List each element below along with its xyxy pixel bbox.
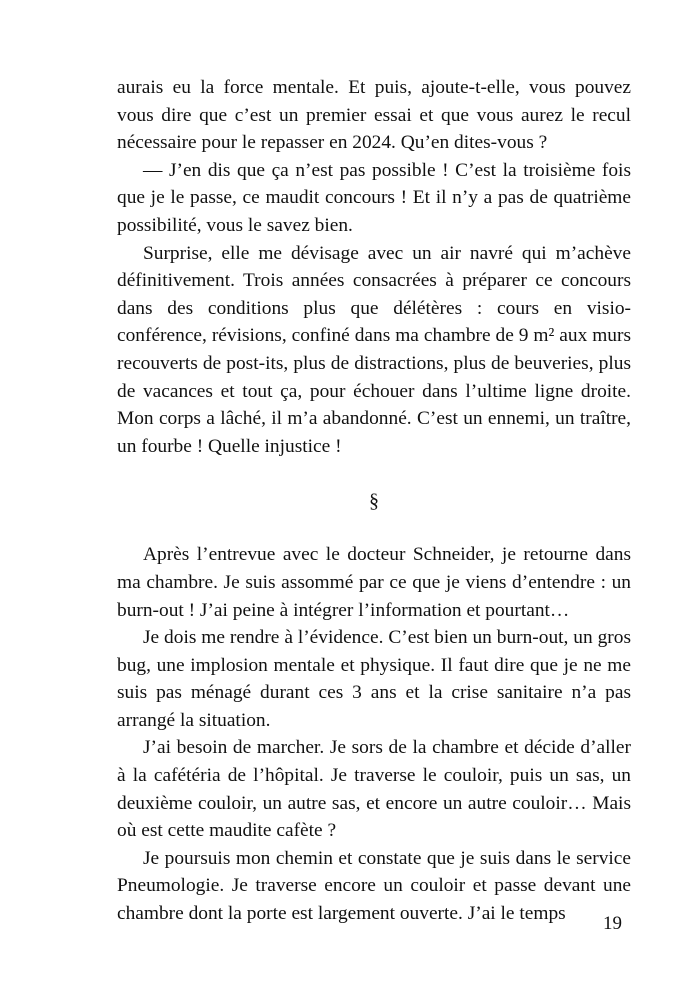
paragraph: Je dois me rendre à l’évidence. C’est bien un burn-out, un gros bug, une implosion mentale et physique. Il faut dire que je ne me suis pas ménagé durant ces 3 ans et la crise sanitaire n’a pas arrangé la situation.	[117, 627, 631, 731]
page-body	[117, 74, 631, 928]
paragraph: J’ai besoin de marcher. Je sors de la chambre et décide d’aller à la cafétéria de l’hôpital. Je traverse le couloir, puis un sas, un deuxième couloir, un autre sas, et encore un autre couloir… Mais où est cette maudite cafète ?	[117, 737, 631, 842]
paragraph: aurais eu la force mentale. Et puis, ajoute-t-elle, vous pouvez vous dire que c’est un premier essai et que vous aurez le recul nécessaire pour le repasser en 2024. Qu’en dites-vous ?	[117, 77, 631, 154]
paragraph: Je poursuis mon chemin et constate que je suis dans le service Pneumologie. Je traverse encore un couloir et passe devant une chambre dont la porte est largement ouverte. J’ai le temps	[117, 847, 631, 925]
paragraph: Après l’entrevue avec le docteur Schneider, je retourne dans ma chambre. Je suis assommé par ce que je viens d’entendre : un burn-out ! J’ai peine à intégrer l’information et pourtant…	[117, 544, 631, 621]
paragraph: — J’en dis que ça n’est pas possible ! C’est la troisième fois que je le passe, ce maudit concours ! Et il n’y a pas de quatrième possibilité, vous le savez bien.	[117, 159, 631, 236]
page-number: 19	[603, 913, 622, 934]
paragraph: Surprise, elle me dévisage avec un air navré qui m’achève définitivement. Trois années consacrées à préparer ce concours dans des conditions plus que délétères : cours en visio-conférence, révisions, confiné dans ma chambre de 9 m² aux murs recouverts de post-its, plus de distractions, plus de beuveries, plus de vacances et tout ça, pour échouer dans l’ultime ligne droite. Mon corps a lâché, il m’a abandonné. C’est un ennemi, un traître, un fourbe ! Quelle injustice !	[117, 242, 631, 457]
section-separator: §	[369, 490, 379, 513]
